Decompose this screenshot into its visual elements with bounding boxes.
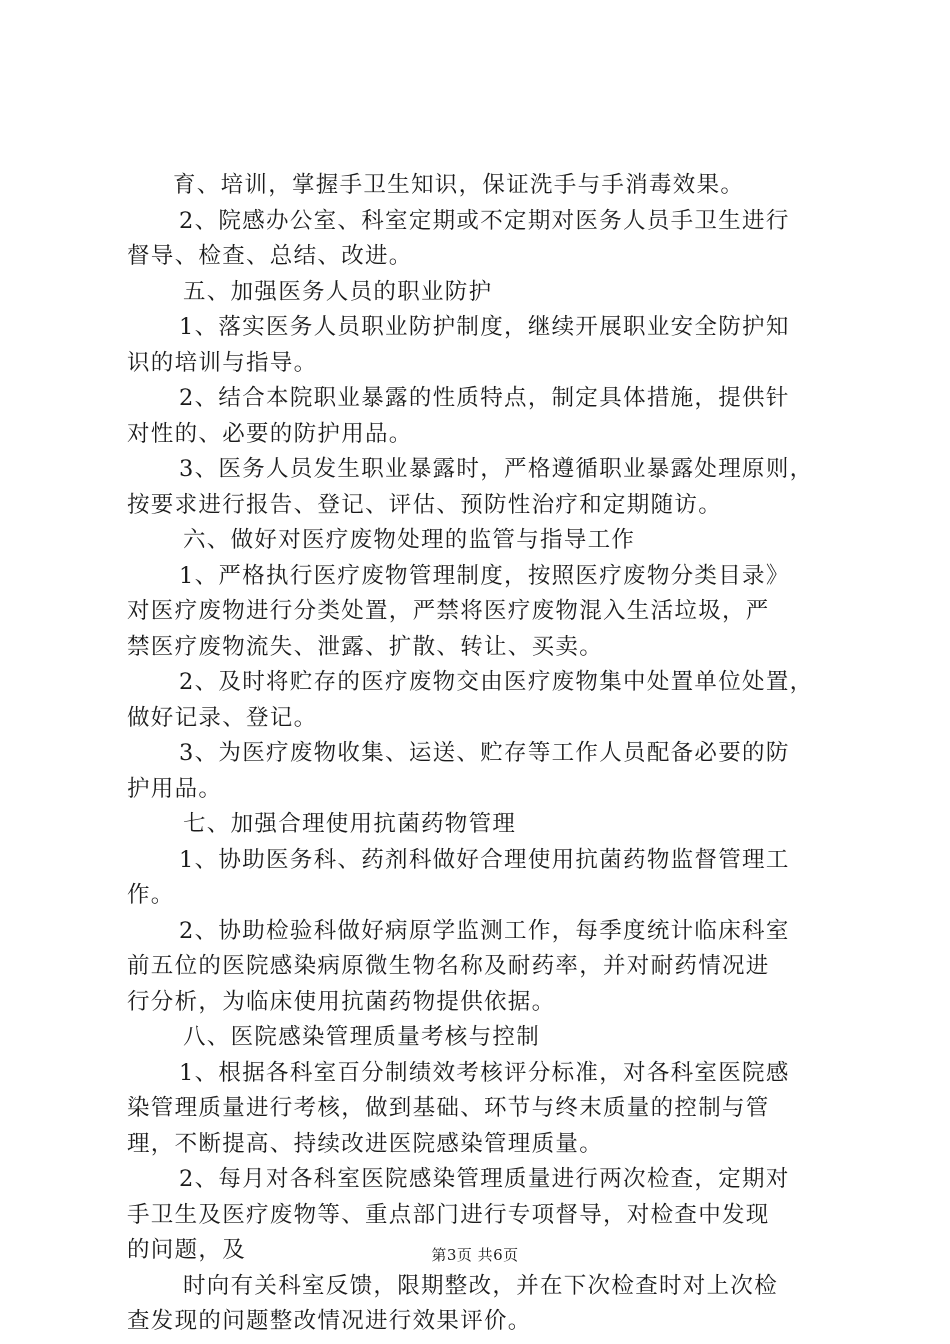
text-line: 2、协助检验科做好病原学监测工作，每季度统计临床科室 — [179, 917, 790, 944]
text-line: 行分析，为临床使用抗菌药物提供依据。 — [127, 988, 556, 1015]
text-line: 识的培训与指导。 — [127, 349, 318, 376]
text-line: 1、严格执行医疗废物管理制度，按照医疗废物分类目录》 — [179, 562, 790, 589]
text-line: 的问题，及 — [127, 1237, 247, 1263]
text-line: 对性的、必要的防护用品。 — [127, 420, 413, 447]
text-line: 查发现的问题整改情况进行效果评价。 — [127, 1308, 532, 1334]
text-line: 八、医院感染管理质量考核与控制 — [183, 1024, 541, 1050]
text-line: 前五位的医院感染病原微生物名称及耐药率，并对耐药情况进 — [127, 953, 770, 979]
text-line: 育、培训，掌握手卫生知识，保证洗手与手消毒效果。 — [173, 172, 745, 198]
text-line: 2、结合本院职业暴露的性质特点，制定具体措施，提供针 — [179, 385, 790, 411]
text-line: 对医疗废物进行分类处置，严禁将医疗废物混入生活垃圾，严 — [127, 598, 770, 624]
text-line: 1、根据各科室百分制绩效考核评分标准，对各科室医院感 — [179, 1059, 790, 1086]
text-line: 六、做好对医疗废物处理的监管与指导工作 — [183, 527, 636, 553]
text-line: 理，不断提高、持续改进医院感染管理质量。 — [127, 1130, 604, 1157]
text-line: 作。 — [127, 882, 175, 908]
text-line: 五、加强医务人员的职业防护 — [183, 278, 493, 305]
text-line: 2、院感办公室、科室定期或不定期对医务人员手卫生进行 — [179, 207, 790, 234]
text-line: 七、加强合理使用抗菌药物管理 — [183, 811, 517, 837]
text-line: 做好记录、登记。 — [127, 704, 318, 731]
text-line: 按要求进行报告、登记、评估、预防性治疗和定期随访。 — [127, 491, 723, 518]
text-line: 督导、检查、总结、改进。 — [127, 243, 413, 269]
text-line: 手卫生及医疗废物等、重点部门进行专项督导，对检查中发现 — [127, 1201, 770, 1228]
text-line: 2、及时将贮存的医疗废物交由医疗废物集中处置单位处置， — [179, 669, 814, 695]
text-line: 禁医疗废物流失、泄露、扩散、转让、买卖。 — [127, 633, 604, 660]
text-line: 时向有关科室反馈，限期整改，并在下次检查时对上次检 — [183, 1272, 779, 1299]
text-line: 2、每月对各科室医院感染管理质量进行两次检查，定期对 — [179, 1166, 790, 1192]
text-line: 1、协助医务科、药剂科做好合理使用抗菌药物监督管理工 — [179, 846, 790, 873]
text-line: 3、为医疗废物收集、运送、贮存等工作人员配备必要的防 — [179, 740, 790, 766]
text-line: 1、落实医务人员职业防护制度，继续开展职业安全防护知 — [179, 314, 790, 340]
page-footer: 第3页 共6页 — [431, 1246, 519, 1264]
text-line: 护用品。 — [127, 775, 223, 802]
document-body — [127, 168, 839, 1340]
text-line: 染管理质量进行考核，做到基础、环节与终末质量的控制与管 — [127, 1095, 770, 1121]
text-line: 3、医务人员发生职业暴露时，严格遵循职业暴露处理原则， — [179, 456, 814, 482]
